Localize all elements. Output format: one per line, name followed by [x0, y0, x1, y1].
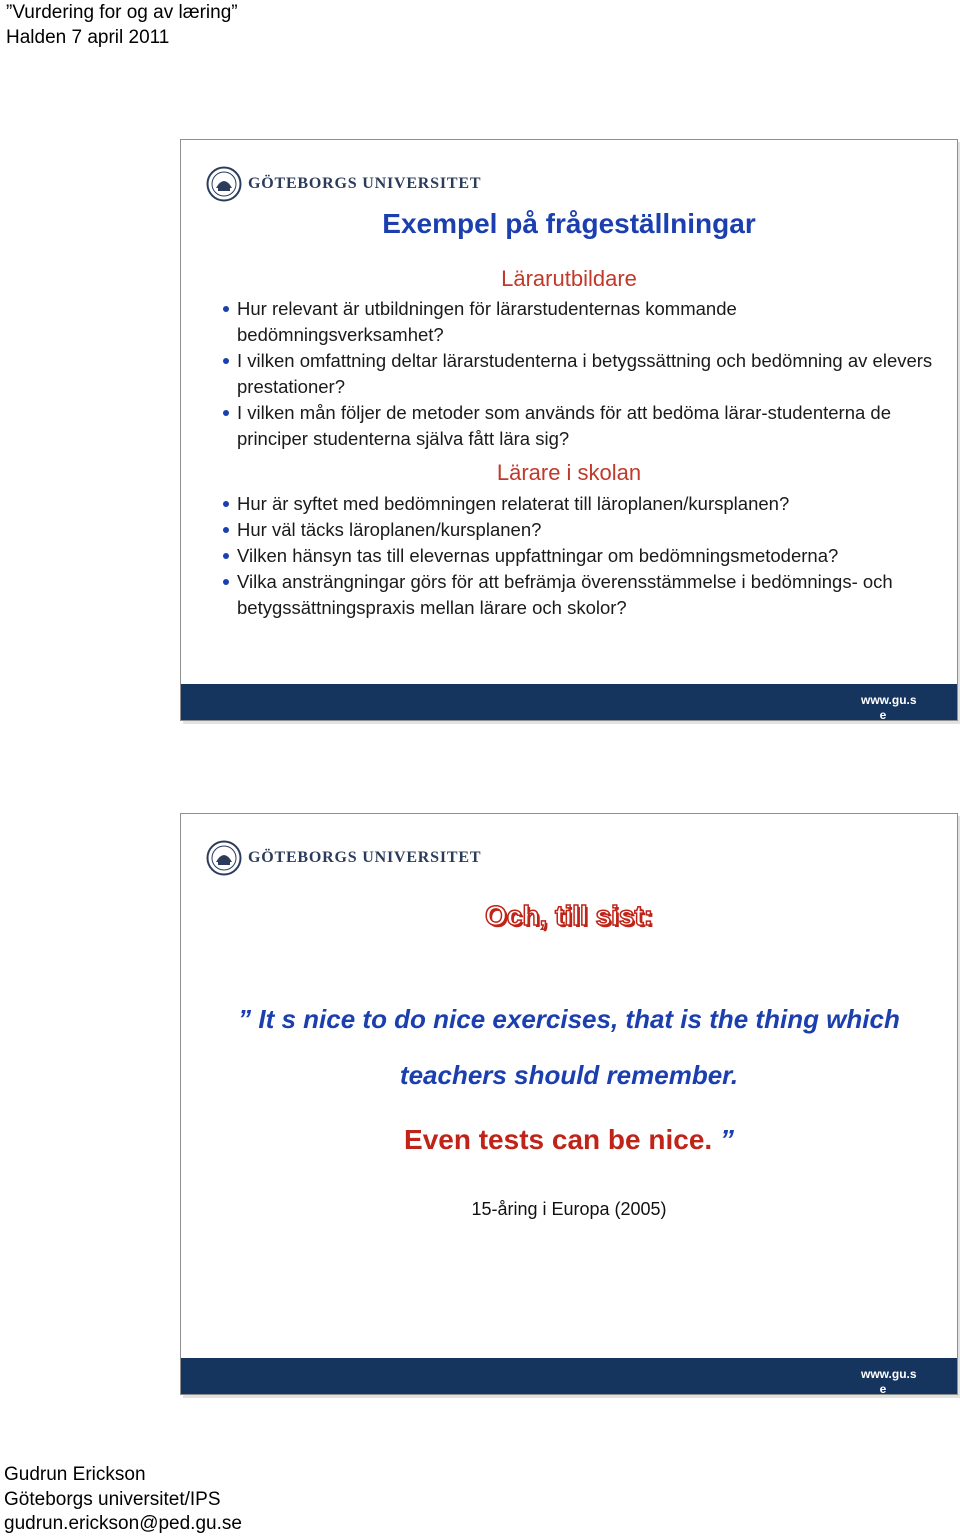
list-item: I vilken omfattning deltar lärarstudenterna i betygssättning och bedömning av elevers prestationer?: [219, 348, 947, 400]
list-item: Hur relevant är utbildningen för lärarstudenternas kommande bedömningsverksamhet?: [219, 296, 947, 348]
open-quote-mark: ”: [238, 1004, 252, 1034]
bullet-list-teacher-educators: [219, 296, 947, 452]
slide-finally: [180, 813, 958, 1395]
author-email[interactable]: gudrun.erickson@ped.gu.se: [4, 1513, 242, 1534]
close-quote-mark: ”: [719, 1124, 734, 1155]
university-logo: [206, 165, 481, 203]
header-title: ”Vurdering for og av læring”: [6, 2, 238, 23]
header-subtitle: Halden 7 april 2011: [6, 27, 170, 48]
list-item: Hur är syftet med bedömningen relaterat till läroplanen/kursplanen?: [219, 491, 947, 517]
quote-source: 15-åring i Europa (2005): [471, 1199, 667, 1219]
slide-footer-bar: [181, 1358, 957, 1394]
list-item: Vilken hänsyn tas till elevernas uppfattningar om bedömningsmetoderna?: [219, 543, 947, 569]
quote-line-3: Even tests can be nice. ”: [404, 1124, 734, 1155]
website-link[interactable]: www.gu.s e: [861, 1367, 917, 1396]
list-item: I vilken mån följer de metoder som används för att bedöma lärar-studenterna de principer studenterna själva fått lära sig?: [219, 400, 947, 452]
slide-footer-bar: [181, 684, 957, 720]
website-link[interactable]: www.gu.s e: [861, 693, 917, 722]
slide-examples: [180, 139, 958, 721]
author-name: Gudrun Erickson: [4, 1464, 146, 1485]
page-header: [6, 0, 238, 50]
slide-title: Exempel på frågeställningar: [382, 208, 756, 239]
quote-line-1: ” It s nice to do nice exercises, that is the thing which: [238, 1004, 900, 1034]
list-item: Hur väl täcks läroplanen/kursplanen?: [219, 517, 947, 543]
section-heading-teacher-educators: Lärarutbildare: [501, 266, 637, 291]
university-seal-icon: [206, 166, 242, 202]
author-affiliation: Göteborgs universitet/IPS: [4, 1488, 221, 1510]
page-footer: [4, 1463, 242, 1537]
university-logo: [206, 839, 481, 877]
section-heading-school-teachers: Lärare i skolan: [496, 460, 642, 485]
university-name: GÖTEBORGS UNIVERSITET: [248, 175, 482, 192]
list-item: Vilka ansträngningar görs för att befrämja överensstämmelse i bedömnings- och betygssättningspraxis mellan lärare och skolor?: [219, 569, 947, 621]
slide-title: Och, till sist:: [484, 900, 654, 931]
quote-line-2: teachers should remember.: [399, 1060, 739, 1090]
bullet-list-school-teachers: [219, 491, 947, 621]
university-name: GÖTEBORGS UNIVERSITET: [248, 849, 482, 866]
university-seal-icon: [206, 840, 242, 876]
